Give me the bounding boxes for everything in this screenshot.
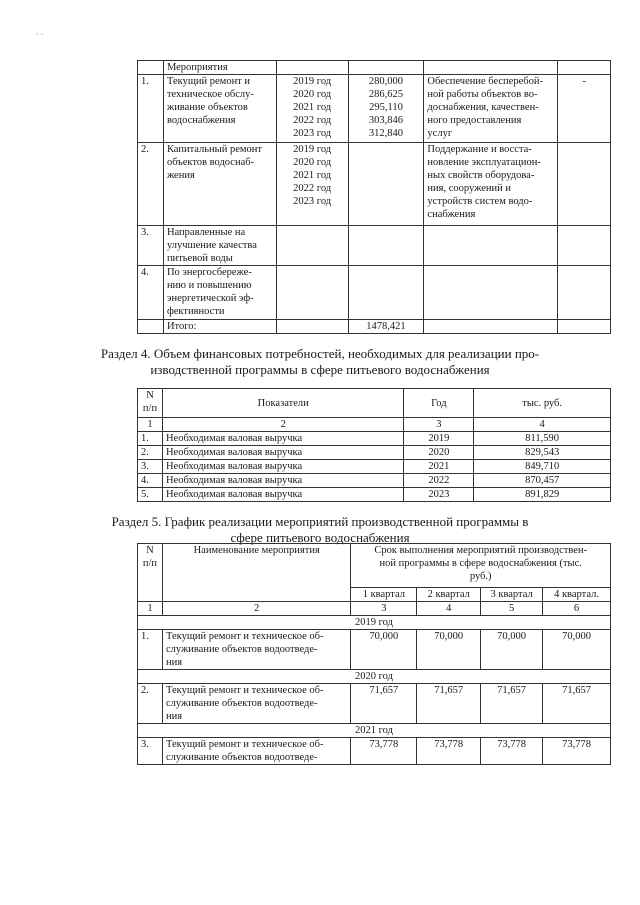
amount: 811,590	[474, 432, 611, 446]
table-row	[138, 630, 611, 670]
col-number: 6	[543, 602, 611, 616]
table-row	[138, 616, 611, 630]
table-row	[138, 61, 611, 75]
total-label: Итого:	[163, 320, 276, 334]
measure-amounts	[348, 143, 424, 226]
indicator: Необходимая валовая выручка	[162, 446, 403, 460]
indicator: Необходимая валовая выручка	[162, 474, 403, 488]
table-row	[138, 738, 611, 765]
col-number: 4	[474, 418, 611, 432]
col-number: 3	[404, 418, 474, 432]
measure-name: Направленные на улучшение качества питьевой воды	[163, 226, 276, 266]
q4-value: 71,657	[543, 684, 611, 724]
measure-name: Текущий ремонт и техническое об- служивание объектов водоотведе-	[162, 738, 350, 765]
table-row	[138, 460, 611, 474]
table-row	[138, 266, 611, 320]
row-number: 1.	[138, 630, 163, 670]
table-row	[138, 143, 611, 226]
table-row	[138, 75, 611, 143]
measure-name: Текущий ремонт и техническое об- служивание объектов водоотведе- ния	[162, 684, 350, 724]
row-number: 3.	[138, 738, 163, 765]
section-4-title: Раздел 4. Объем финансовых потребностей, необходимых для реализации про- изводственной программы в сфере питьевого водоснабжения	[100, 346, 540, 377]
q4-value: 73,778	[543, 738, 611, 765]
q1-value: 73,778	[351, 738, 417, 765]
year: 2022	[404, 474, 474, 488]
table-row	[138, 602, 611, 616]
header-q4: 4 квартал.	[543, 588, 611, 602]
scan-mark: · ·	[36, 30, 44, 39]
measure-result: Поддержание и восста- новление эксплуатацион- ных свойств оборудова- ния, сооружений и устройств систем водо- снабжения	[424, 143, 558, 226]
header-q2: 2 квартал	[417, 588, 481, 602]
col-number: 4	[417, 602, 481, 616]
table-row	[138, 446, 611, 460]
table-row	[138, 320, 611, 334]
amount: 829,543	[474, 446, 611, 460]
section-5-title: Раздел 5. График реализации мероприятий производственной программы в сфере питьевого водоснабжения	[111, 514, 529, 545]
row-number: 3.	[138, 226, 164, 266]
measure-name: Текущий ремонт и техническое об- служивание объектов водоотведе- ния	[162, 630, 350, 670]
year: 2023	[404, 488, 474, 502]
q2-value: 71,657	[417, 684, 481, 724]
header-q3: 3 квартал	[481, 588, 543, 602]
amount: 870,457	[474, 474, 611, 488]
header-number: N п/п	[138, 389, 163, 418]
col-number: 3	[351, 602, 417, 616]
year: 2021	[404, 460, 474, 474]
q1-value: 71,657	[351, 684, 417, 724]
year: 2020	[404, 446, 474, 460]
row-number: 5.	[138, 488, 163, 502]
table-row	[138, 684, 611, 724]
row-number: 2.	[138, 684, 163, 724]
row-number: 2.	[138, 143, 164, 226]
row-number: 4.	[138, 474, 163, 488]
col-number: 2	[162, 602, 350, 616]
header-measures: Мероприятия	[163, 61, 276, 75]
row-number: 4.	[138, 266, 164, 320]
year-row: 2019 год	[138, 616, 611, 630]
q2-value: 73,778	[417, 738, 481, 765]
header-number: N п/п	[138, 544, 163, 602]
q2-value: 70,000	[417, 630, 481, 670]
amount: 849,710	[474, 460, 611, 474]
col-number: 1	[138, 602, 163, 616]
amount: 891,829	[474, 488, 611, 502]
header-measure-name: Наименование мероприятия	[162, 544, 350, 602]
measure-name: Текущий ремонт и техническое обслу- живание объектов водоснабжения	[163, 75, 276, 143]
total-value: 1478,421	[348, 320, 424, 334]
measure-years: 2019 год 2020 год 2021 год 2022 год 2023 год	[276, 143, 348, 226]
table-row	[138, 432, 611, 446]
col-number: 1	[138, 418, 163, 432]
header-indicator: Показатели	[162, 389, 403, 418]
q3-value: 73,778	[481, 738, 543, 765]
indicator: Необходимая валовая выручка	[162, 432, 403, 446]
measure-result: Обеспечение бесперебой- ной работы объектов во- доснабжения, качествен- ного предоставления услуг	[424, 75, 558, 143]
measure-name: По энергосбереже- нию и повышению энергетической эф- фективности	[163, 266, 276, 320]
col-number: 5	[481, 602, 543, 616]
header-amount: тыс. руб.	[474, 389, 611, 418]
row-number: 1.	[138, 75, 164, 143]
row-number: 2.	[138, 446, 163, 460]
col-number: 2	[162, 418, 403, 432]
schedule-table	[137, 543, 611, 765]
year-row: 2021 год	[138, 724, 611, 738]
q3-value: 71,657	[481, 684, 543, 724]
measure-years: 2019 год 2020 год 2021 год 2022 год 2023 год	[276, 75, 348, 143]
measure-name: Капитальный ремонт объектов водоснаб- жения	[163, 143, 276, 226]
table-row	[138, 488, 611, 502]
table-row	[138, 544, 611, 588]
q3-value: 70,000	[481, 630, 543, 670]
row-number: 3.	[138, 460, 163, 474]
table-row	[138, 226, 611, 266]
dash-mark: -	[582, 76, 586, 87]
table-row	[138, 670, 611, 684]
q4-value: 70,000	[543, 630, 611, 670]
year-row: 2020 год	[138, 670, 611, 684]
measures-table	[137, 60, 611, 334]
row-number: 1.	[138, 432, 163, 446]
header-year: Год	[404, 389, 474, 418]
header-period: Срок выполнения мероприятий производствен- ной программы в сфере водоснабжения (тыс. руб.)	[351, 544, 611, 588]
financial-needs-table	[137, 388, 611, 502]
year: 2019	[404, 432, 474, 446]
table-row	[138, 418, 611, 432]
q1-value: 70,000	[351, 630, 417, 670]
table-row	[138, 474, 611, 488]
header-q1: 1 квартал	[351, 588, 417, 602]
measure-amounts: 280,000 286,625 295,110 303,846 312,840	[348, 75, 424, 143]
table-row	[138, 724, 611, 738]
indicator: Необходимая валовая выручка	[162, 460, 403, 474]
indicator: Необходимая валовая выручка	[162, 488, 403, 502]
table-row	[138, 389, 611, 418]
